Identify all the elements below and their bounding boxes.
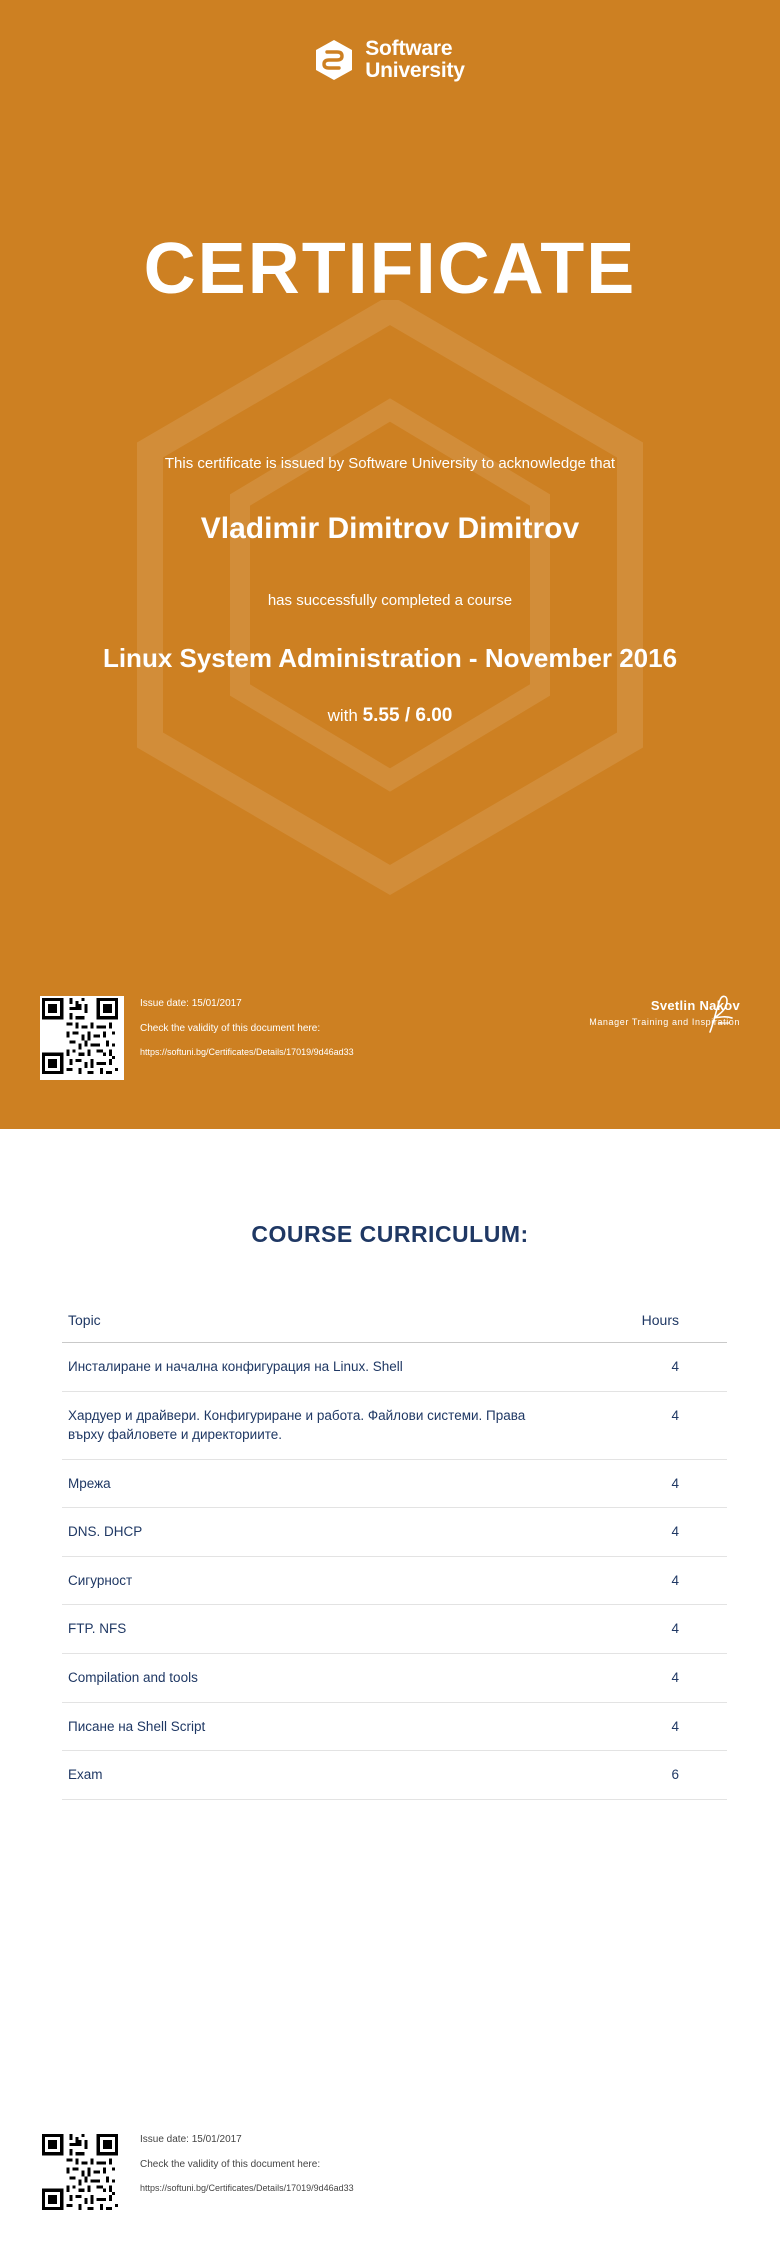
certificate-course-name: Linux System Administration - November 2016 [102,643,678,673]
topic-cell: Мрежa [62,1459,553,1508]
table-row [62,1508,727,1557]
signatory-role: Manager Training and Inspiration [589,1017,740,1027]
hours-cell: 4 [553,1343,727,1392]
table-row [62,1556,727,1605]
issue-date: Issue date: 15/01/2017 [140,998,242,1009]
table-row [62,1605,727,1654]
brand-logo [0,38,780,82]
table-row [62,1702,727,1751]
table-row [62,1459,727,1508]
hours-cell: 6 [553,1751,727,1800]
issue-date: Issue date: 15/01/2017 [140,2134,242,2145]
validity-url[interactable]: https://softuni.bg/Certificates/Details/17019/9d46ad33 [140,1047,354,1057]
topic-cell: Compilation and tools [62,1653,553,1702]
topic-cell: Хардуер и драйвери. Конфигуриране и работа. Файлови системи. Права върху файловете и директориите. [62,1391,553,1459]
column-header-hours: Hours [553,1304,727,1343]
brand-logo-line1: Software [365,37,453,60]
curriculum-section [0,1129,780,2254]
hours-cell: 4 [553,1702,727,1751]
certificate-grade-line [0,705,780,727]
brand-logo-line2: University [365,59,465,83]
topic-cell: Инсталиране и начална конфигурация на Linux. Shell [62,1343,553,1392]
qr-code-icon[interactable] [40,996,124,1080]
column-header-topic: Topic [62,1304,553,1343]
table-row [62,1653,727,1702]
certificate-completion-text: has successfully completed a course [267,592,513,609]
curriculum-footer-text [140,2134,354,2208]
topic-cell: Писане на Shell Script [62,1702,553,1751]
table-header-row [62,1304,727,1343]
curriculum-table [62,1304,727,1800]
signatory-name: Svetlin Nakov [650,998,740,1013]
hours-cell: 4 [553,1508,727,1557]
qr-code-icon[interactable] [40,2132,124,2216]
hours-cell: 4 [553,1391,727,1459]
hours-cell: 4 [553,1653,727,1702]
certificate-recipient-name: Vladimir Dimitrov Dimitrov [200,512,580,545]
certificate-issued-by: This certificate is issued by Software University to acknowledge that [164,455,616,472]
grade-prefix: with [327,706,358,725]
software-university-logo-icon [315,39,353,81]
topic-cell: Сигурност [62,1556,553,1605]
topic-cell: Exam [62,1751,553,1800]
table-row [62,1391,727,1459]
certificate-title: CERTIFICATE [143,229,637,309]
certificate-footer-text [140,998,354,1072]
hours-cell: 4 [553,1605,727,1654]
curriculum-title: COURSE CURRICULUM: [251,1221,529,1247]
table-row [62,1751,727,1800]
hours-cell: 4 [553,1556,727,1605]
validity-label: Check the validity of this document here: [140,2159,321,2170]
curriculum-footer [0,2114,780,2244]
validity-url[interactable]: https://softuni.bg/Certificates/Details/17019/9d46ad33 [140,2183,354,2193]
hours-cell: 4 [553,1459,727,1508]
table-row [62,1343,727,1392]
topic-cell: DNS. DHCP [62,1508,553,1557]
handwritten-signature-icon [700,992,740,1038]
topic-cell: FTP. NFS [62,1605,553,1654]
certificate-footer [0,978,780,1108]
grade-value: 5.55 / 6.00 [362,705,453,726]
validity-label: Check the validity of this document here: [140,1023,321,1034]
